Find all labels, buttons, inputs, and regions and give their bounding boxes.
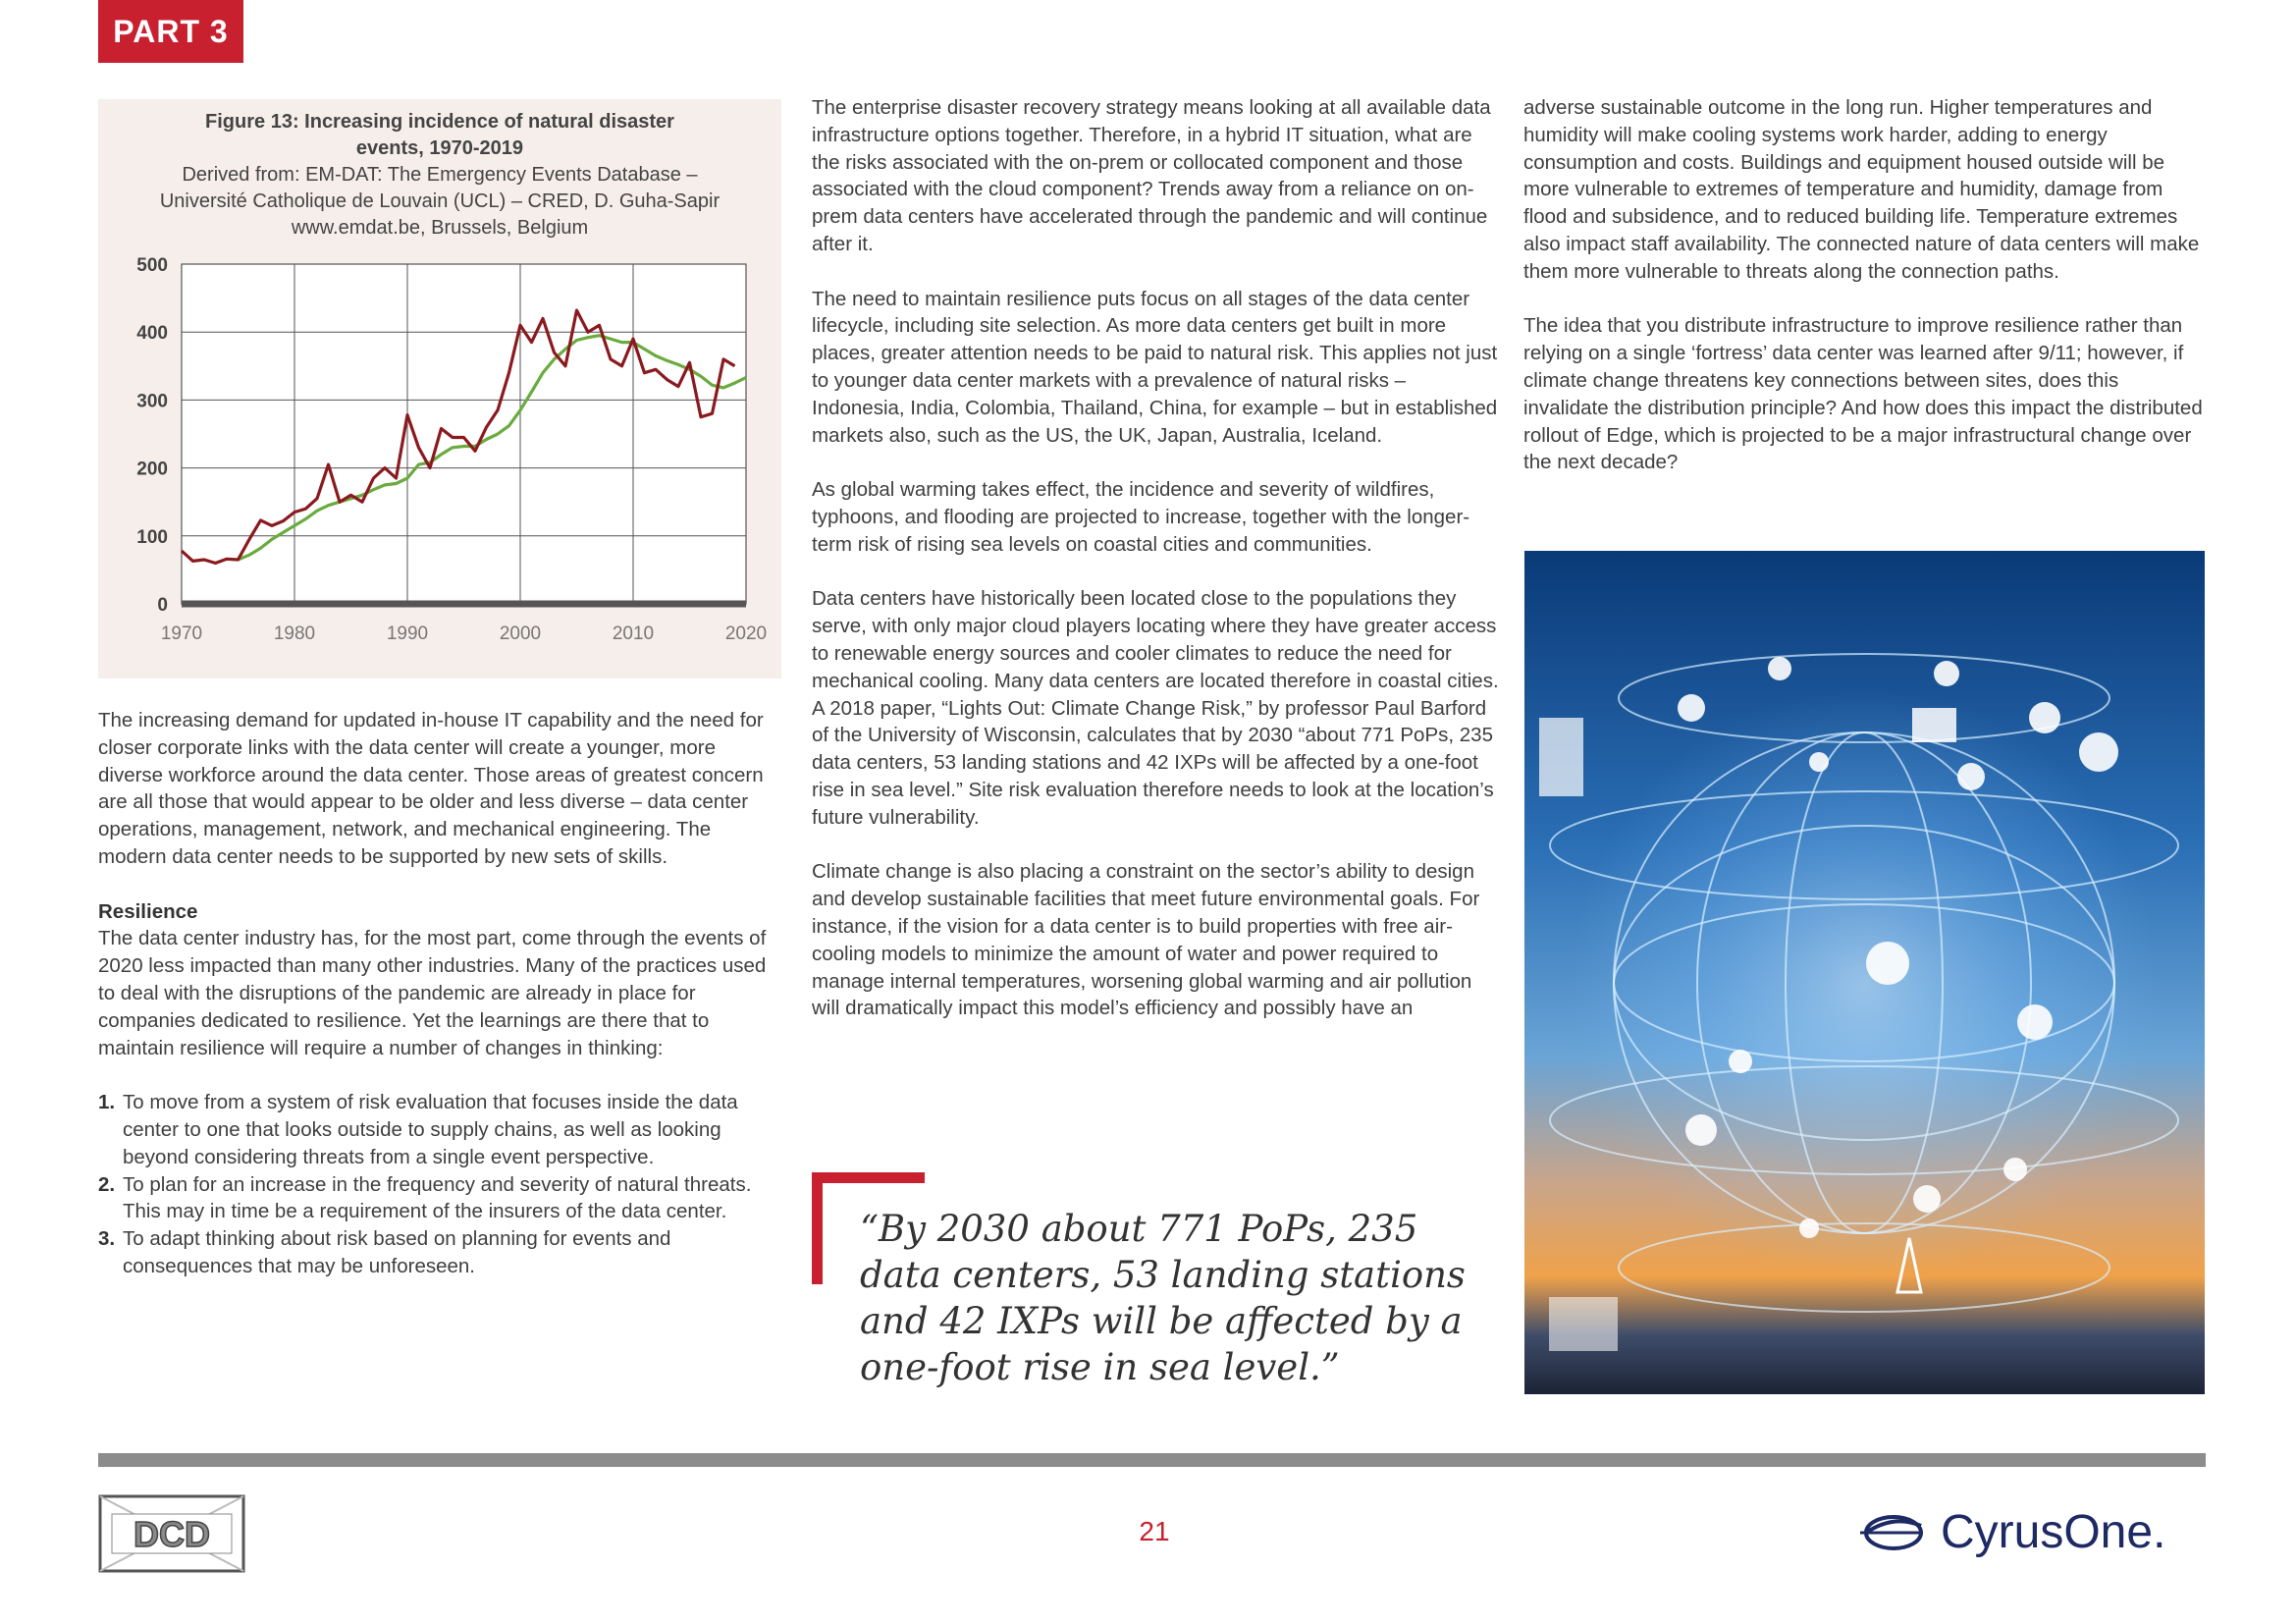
x-tick-label: 1980 xyxy=(273,623,316,644)
x-tick-label: 2010 xyxy=(612,623,655,644)
column-left xyxy=(98,707,780,1280)
body-paragraph: The idea that you distribute infrastructure to improve resilience rather than relying on a single ‘fortress’ data center was learned after 9/11; however, if climate change threatens key connections between sites, does this invalidate the distribution principle? And how does this impact the distributed rollout of Edge, which is projected to be a major infrastructural change over the next decade? xyxy=(1523,314,2203,474)
y-tick-label: 200 xyxy=(136,459,168,480)
resilience-paragraph: The data center industry has, for the most part, come through the events of 2020 less impacted than many other industries. Many of the practices used to deal with the disruptions of the pandemic are already in place for companies dedicated to resilience. Yet the learnings are there that to maintain resilience will require a number of changes in thinking: xyxy=(98,927,767,1059)
body-paragraph: As global warming takes effect, the incidence and severity of wildfires, typhoons, and flooding are projected to increase, together with the longer-term risk of rising sea levels on coastal cities and communities. xyxy=(812,478,1470,556)
y-tick-label: 100 xyxy=(136,526,168,548)
quote-mark-bar xyxy=(812,1172,823,1284)
list-item: 1. To move from a system of risk evaluation that focuses inside the data center to one that looks outside to supply chains, as well as looking beyond considering threats from a single event perspective. xyxy=(98,1091,738,1168)
changes-list xyxy=(98,1089,780,1280)
dcd-logo xyxy=(98,1494,245,1573)
figure-title: Figure 13: Increasing incidence of natural disaster events, 1970-2019 xyxy=(205,111,674,159)
svg-text:CyrusOne.: CyrusOne. xyxy=(1941,1506,2166,1558)
y-tick-label: 0 xyxy=(157,595,168,616)
footer-rule xyxy=(98,1453,2206,1467)
resilience-heading: Resilience xyxy=(98,899,198,923)
x-tick-label: 1990 xyxy=(386,623,429,644)
network-globe-image xyxy=(1524,551,2205,1394)
y-tick-label: 400 xyxy=(136,323,168,345)
part-label: PART 3 xyxy=(98,0,243,63)
pull-quote: “By 2030 about 771 PoPs, 235 data centers, 53 landing stations and 42 IXPs will be affected by a one-foot rise in sea level.” xyxy=(860,1208,1466,1388)
x-tick-label: 2020 xyxy=(724,623,768,644)
quote-mark-bar xyxy=(812,1172,925,1183)
figure-source: Derived from: EM-DAT: The Emergency Events Database – Université Catholique de Louvain (UCL) – CRED, D. Guha-Sapir www.emdat.be, Brussels, Belgium xyxy=(159,164,721,239)
intro-paragraph: The increasing demand for updated in-house IT capability and the need for closer corporate links with the data center will create a younger, more diverse workforce around the data center. Those areas of greatest concern are all those that would appear to be older and less diverse – data center operations, management, network, and mechanical engineering. The modern data center needs to be supported by new sets of skills. xyxy=(98,709,764,868)
figure-13 xyxy=(98,99,781,678)
x-tick-label: 2000 xyxy=(499,623,542,644)
body-paragraph: Climate change is also placing a constraint on the sector’s ability to design and develop sustainable facilities that meet future environmental goals. For instance, if the vision for a data center is to build properties with free air-cooling models to minimize the amount of water and power required to manage internal temperatures, worsening global warming and air pollution will dramatically impact this model’s efficiency and possibly have an xyxy=(812,860,1480,1020)
cyrusone-logo xyxy=(1860,1496,2206,1569)
body-paragraph: The enterprise disaster recovery strategy means looking at all available data infrastructure options together. Therefore, in a hybrid IT situation, what are the risks associated with the on-prem or collocated component and those associated with the cloud component? Trends away from a reliance on on-prem data centers have accelerated through the pandemic and will continue after it. xyxy=(812,96,1491,255)
list-item: 2. To plan for an increase in the frequency and severity of natural threats. This may in time be a requirement of the insurers of the data center. xyxy=(98,1172,752,1223)
body-paragraph: The need to maintain resilience puts focus on all stages of the data center lifecycle, including site selection. As more data centers get built in more places, greater attention needs to be paid to natural risk. This applies not just to younger data center markets with a prevalence of natural risks – Indonesia, India, Colombia, Thailand, China, for example – but in established markets also, such as the US, the UK, Japan, Australia, Iceland. xyxy=(812,287,1498,447)
body-paragraph: Data centers have historically been located close to the populations they serve, with only major cloud players locating where they have greater access to renewable energy sources and cooler climates to reduce the need for mechanical cooling. Many data centers are located therefore in coastal cities. A 2018 paper, “Lights Out: Climate Change Risk,” by professor Paul Barford of the University of Wisconsin, calculates that by 2030 “about 771 PoPs, 235 data centers, 53 landing stations and 42 IXPs will be affected by a one-foot rise in sea level.” Site risk evaluation therefore needs to look at the location’s future vulnerability. xyxy=(812,587,1499,829)
column-right xyxy=(1523,94,2206,504)
y-tick-label: 500 xyxy=(136,255,168,276)
globe-illustration xyxy=(1524,551,2205,1394)
cyrusone-mark-icon xyxy=(1860,1517,1921,1548)
disaster-line-chart xyxy=(98,99,781,678)
plot-area xyxy=(182,264,746,604)
page-number: 21 xyxy=(1139,1516,1170,1546)
body-paragraph: adverse sustainable outcome in the long run. Higher temperatures and humidity will make cooling systems work harder, adding to energy consumption and costs. Buildings and equipment housed outside will be more vulnerable to extremes of temperature and humidity, damage from flood and subsidence, and to reduced building life. Temperature extremes also impact staff availability. The connected nature of data centers will make them more vulnerable to threats along the connection paths. xyxy=(1523,96,2200,283)
column-middle xyxy=(812,94,1499,1022)
y-tick-label: 300 xyxy=(136,391,168,412)
svg-text:DCD: DCD xyxy=(133,1514,210,1554)
x-tick-label: 1970 xyxy=(160,623,203,644)
list-item: 3. To adapt thinking about risk based on planning for events and consequences that may be unforeseen. xyxy=(98,1227,671,1277)
